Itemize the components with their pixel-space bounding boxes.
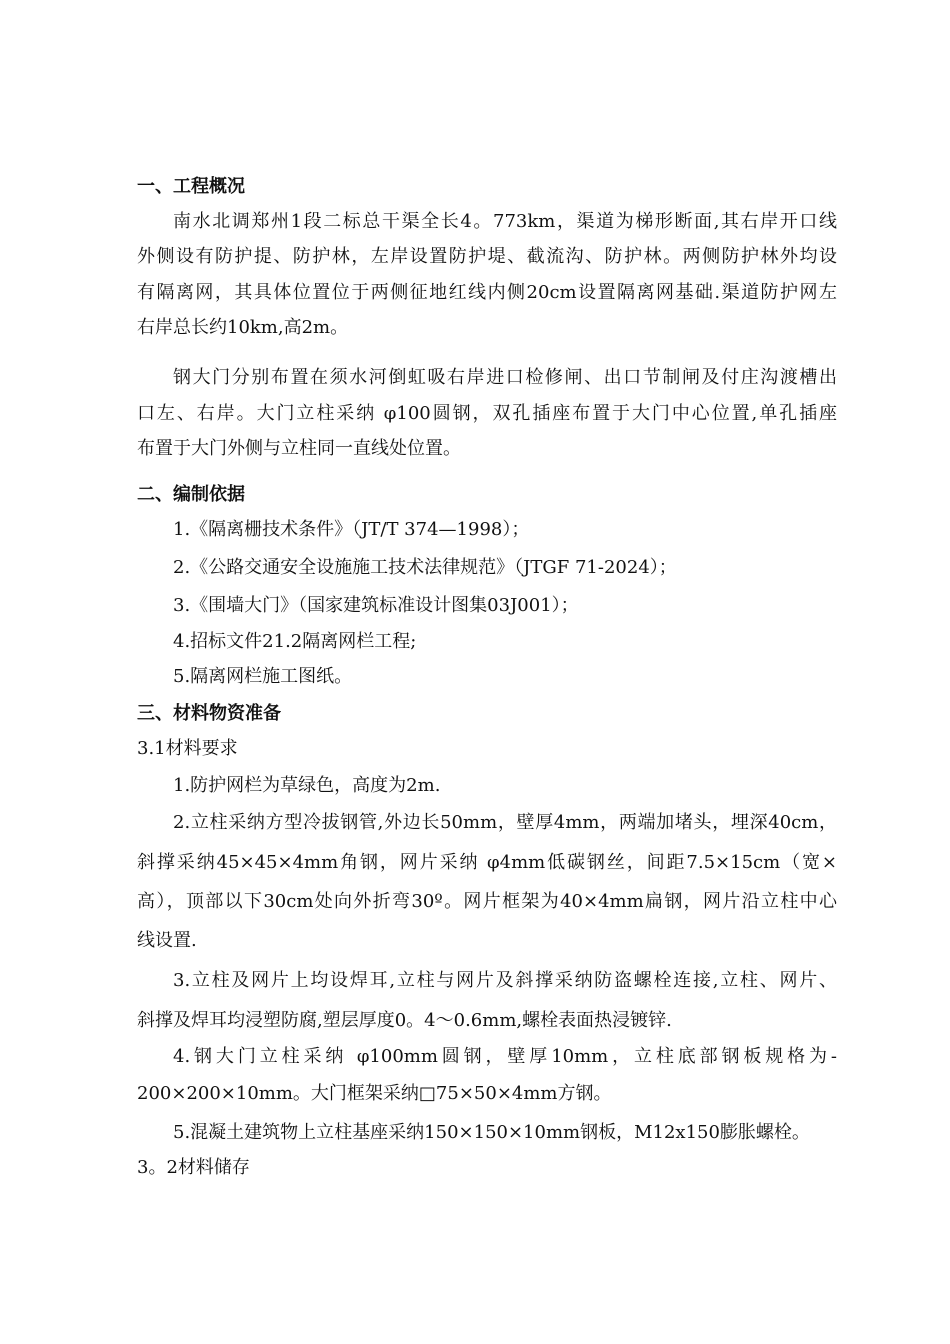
paragraph-line: 线设置. [137,930,197,951]
paragraph-line: 1.防护网栏为草绿色，高度为2m. [173,775,441,796]
paragraph-line: 外侧设有防护提、防护林，左岸设置防护堤、截流沟、防护林。两侧防护林外均设 [137,246,837,267]
list-item: 2.《公路交通安全设施施工技术法律规范》（JTGF 71-2024）； [173,557,677,578]
list-item: 3.《围墙大门》（国家建筑标准设计图集03J001）； [173,595,579,616]
paragraph-line: 右岸总长约10km,高2m。 [137,317,349,338]
paragraph-line: 布置于大门外侧与立柱同一直线处位置。 [137,438,461,459]
paragraph-line: 200×200×10mm。大门框架采纳□75×50×4mm方钢。 [137,1083,612,1104]
paragraph-line: 4.钢大门立柱采纳 φ100mm圆钢，壁厚10mm，立柱底部钢板规格为- [173,1046,837,1067]
paragraph-line: 口左、右岸。大门立柱采纳 φ100圆钢，双孔插座布置于大门中心位置,单孔插座 [137,403,837,424]
list-item: 4.招标文件21.2隔离网栏工程; [173,631,417,652]
paragraph-line: 3.立柱及网片上均设焊耳,立柱与网片及斜撑采纳防盗螺栓连接,立柱、网片、 [173,970,837,991]
section-3-heading: 三、材料物资准备 [137,703,281,724]
paragraph-line: 2.立柱采纳方型冷拔钢管,外边长50mm，壁厚4mm，两端加堵头，埋深40cm， [173,812,837,833]
paragraph-line: 钢大门分别布置在须水河倒虹吸右岸进口检修闸、出口节制闸及付庄沟渡槽出 [173,367,837,388]
list-item: 5.隔离网栏施工图纸。 [173,666,353,687]
paragraph-line: 斜撑采纳45×45×4mm角钢，网片采纳 φ4mm低碳钢丝，间距7.5×15cm（宽× [137,852,837,873]
paragraph-line: 5.混凝土建筑物上立柱基座采纳150×150×10mm钢板，M12x150膨胀螺栓。 [173,1122,810,1143]
list-item: 1.《隔离栅技术条件》（JT/T 374—1998）； [173,519,530,540]
section-1-heading: 一、工程概况 [137,176,245,197]
subsection-heading: 3。2材料储存 [137,1157,250,1178]
section-2-heading: 二、编制依据 [137,484,245,505]
subsection-heading: 3.1材料要求 [137,738,238,759]
paragraph-line: 有隔离网，其具体位置位于两侧征地红线内侧20cm设置隔离网基础.渠道防护网左 [137,282,837,303]
paragraph-line: 南水北调郑州1段二标总干渠全长4。773km，渠道为梯形断面,其右岸开口线 [173,211,837,232]
paragraph-line: 高），顶部以下30cm处向外折弯30º。网片框架为40×4mm扁钢，网片沿立柱中心 [137,891,837,912]
paragraph-line: 斜撑及焊耳均浸塑防腐,塑层厚度0。4～0.6mm,螺栓表面热浸镀锌. [137,1010,672,1031]
